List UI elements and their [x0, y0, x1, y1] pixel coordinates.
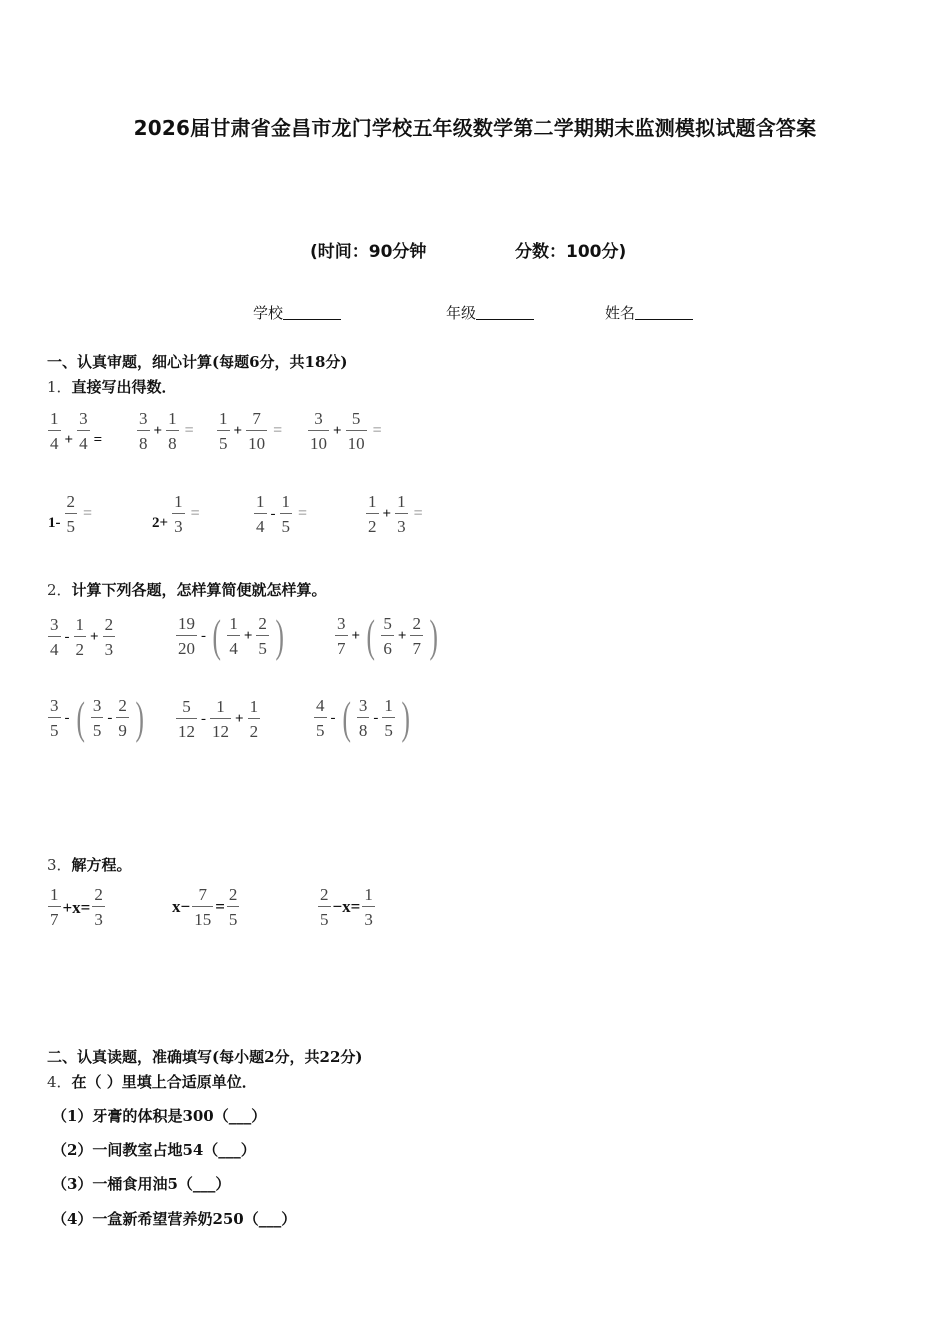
- parenthesis: ): [429, 610, 438, 661]
- section-2-heading: 二、认真读题，准确填写(每小题2分，共22分): [47, 1048, 363, 1066]
- denominator: 2: [249, 722, 259, 741]
- math-operator: -: [201, 627, 206, 644]
- question-1: [47, 376, 177, 397]
- simplify-calc-4: [46, 692, 148, 743]
- math-operator: -: [107, 709, 113, 726]
- fraction: [280, 493, 293, 535]
- numerator: 1: [229, 614, 238, 633]
- numerator: 2: [320, 885, 329, 904]
- parenthesis: (: [212, 610, 221, 661]
- numerator: 3: [79, 409, 88, 428]
- denominator: 12: [212, 722, 229, 741]
- denominator: 7: [412, 639, 421, 658]
- fraction: [357, 697, 370, 739]
- numerator: 1: [368, 492, 377, 511]
- denominator: 5: [258, 639, 267, 658]
- math-operator: -: [270, 505, 276, 522]
- denominator: 8: [139, 434, 148, 453]
- math-operator: −x=: [332, 897, 361, 916]
- parenthesis: ): [401, 692, 410, 743]
- math-operator: +: [333, 422, 342, 439]
- math-operator: =: [413, 505, 423, 522]
- math-operator: =: [184, 422, 194, 439]
- school-field[interactable]: [253, 302, 341, 323]
- parenthesis: (: [366, 610, 375, 661]
- math-operator: =: [372, 422, 382, 439]
- fraction: [103, 616, 116, 658]
- denominator: 5: [228, 910, 238, 929]
- fill-item-4[interactable]: （4）一盒新希望营养奶250（___）: [52, 1210, 297, 1228]
- simplify-calc-3: [333, 610, 442, 661]
- direct-calc-6: [150, 493, 200, 535]
- math-operator: 1-: [48, 514, 61, 531]
- denominator: 3: [364, 910, 373, 929]
- fraction: [254, 493, 267, 535]
- denominator: 4: [229, 639, 238, 658]
- fraction: [382, 697, 395, 739]
- numerator: 3: [139, 409, 148, 428]
- numerator: 3: [337, 614, 346, 633]
- direct-calc-1: [46, 410, 104, 452]
- denominator: 10: [347, 434, 365, 453]
- fraction: [335, 615, 348, 657]
- grade-blank[interactable]: [476, 305, 534, 320]
- math-operator: +: [397, 627, 407, 644]
- denominator: 2: [75, 640, 84, 659]
- school-label: 学校: [253, 304, 284, 322]
- direct-calc-2: [135, 410, 194, 452]
- parenthesis: ): [135, 692, 144, 743]
- numerator: 2: [104, 615, 114, 634]
- math-operator: -: [330, 709, 336, 726]
- denominator: 4: [50, 434, 59, 453]
- question-3: 3．解方程。: [47, 856, 132, 874]
- fraction: [210, 698, 231, 740]
- equation-3: [316, 886, 377, 928]
- numerator: 1: [50, 409, 59, 428]
- fraction: [48, 616, 61, 658]
- fill-item-1[interactable]: （1）牙膏的体积是300（___）: [52, 1107, 267, 1125]
- numerator: 3: [358, 696, 368, 715]
- denominator: 10: [310, 434, 327, 453]
- numerator: 1: [384, 696, 393, 715]
- simplify-calc-6: [312, 692, 414, 743]
- simplify-calc-1: [46, 616, 117, 658]
- numerator: 19: [178, 614, 195, 633]
- denominator: 4: [79, 434, 88, 453]
- fraction: [217, 410, 230, 452]
- denominator: 5: [219, 434, 228, 453]
- numerator: 3: [50, 696, 59, 715]
- name-field[interactable]: [605, 302, 693, 323]
- denominator: 5: [316, 721, 325, 740]
- math-operator: -: [64, 628, 70, 645]
- denominator: 7: [337, 639, 346, 658]
- fraction: [246, 410, 267, 452]
- question-2: 2．计算下列各题，怎样算简便就怎样算。: [47, 581, 327, 599]
- numerator: 1: [256, 492, 265, 511]
- fraction: [74, 616, 87, 658]
- question-number: 1．: [47, 378, 72, 396]
- grade-field[interactable]: [446, 302, 534, 323]
- numerator: 1: [174, 492, 183, 511]
- math-operator: +: [243, 627, 253, 644]
- direct-calc-8: [364, 493, 423, 535]
- denominator: 5: [92, 721, 102, 740]
- fraction: [77, 410, 90, 452]
- equation-1: [46, 886, 107, 928]
- numerator: 2: [228, 885, 238, 904]
- denominator: 10: [248, 434, 266, 453]
- fraction: [362, 886, 375, 928]
- simplify-calc-5: [174, 698, 262, 740]
- fraction: [166, 410, 179, 452]
- numerator: 7: [252, 409, 261, 428]
- fraction: [318, 886, 331, 928]
- document-title: 2026届甘肃省金昌市龙门学校五年级数学第二学期期末监测模拟试题含答案: [133, 116, 817, 140]
- numerator: 5: [351, 409, 361, 428]
- fraction: [395, 493, 408, 535]
- math-operator: -: [201, 710, 206, 727]
- fraction: [91, 697, 104, 739]
- fill-item-2[interactable]: （2）一间教室占地54（___）: [52, 1141, 256, 1159]
- math-operator: =: [190, 505, 200, 522]
- math-operator: =: [215, 897, 225, 916]
- denominator: 12: [178, 722, 195, 741]
- parenthesis: (: [341, 692, 351, 743]
- fraction: [192, 886, 213, 928]
- fraction: [248, 698, 261, 740]
- denominator: 3: [174, 517, 183, 536]
- fraction: [65, 493, 78, 535]
- denominator: 5: [281, 517, 290, 536]
- denominator: 7: [50, 910, 59, 929]
- denominator: 3: [104, 640, 114, 659]
- direct-calc-7: [252, 493, 307, 535]
- denominator: 2: [368, 517, 377, 536]
- math-operator: +: [233, 422, 243, 439]
- denominator: 5: [384, 721, 393, 740]
- numerator: 3: [92, 696, 102, 715]
- numerator: 1: [168, 409, 177, 428]
- denominator: 15: [194, 910, 212, 929]
- denominator: 5: [66, 517, 75, 536]
- math-operator: +: [235, 710, 244, 727]
- numerator: 5: [383, 614, 392, 633]
- fraction: [346, 410, 367, 452]
- numerator: 2: [94, 885, 103, 904]
- numerator: 2: [258, 614, 267, 633]
- fraction: [116, 697, 129, 739]
- fraction: [227, 886, 240, 928]
- fraction: [172, 493, 185, 535]
- numerator: 5: [182, 697, 191, 716]
- denominator: 6: [383, 639, 392, 658]
- fraction: [308, 410, 329, 452]
- numerator: 1: [364, 885, 373, 904]
- numerator: 1: [249, 697, 259, 716]
- numerator: 7: [198, 885, 207, 904]
- numerator: 2: [66, 492, 75, 511]
- exam-time: (时间：90分钟: [310, 242, 427, 262]
- fraction: [92, 886, 105, 928]
- math-operator: 2+: [152, 514, 169, 531]
- math-operator: +: [64, 431, 74, 448]
- numerator: 2: [118, 696, 127, 715]
- direct-calc-4: [306, 410, 382, 452]
- denominator: 8: [358, 721, 368, 740]
- denominator: 3: [397, 517, 406, 536]
- question-4: 4．在（ ）里填上合适原单位．: [47, 1073, 257, 1091]
- section-1-heading: 一、认真审题，细心计算(每题6分，共18分): [47, 353, 348, 371]
- numerator: 3: [50, 615, 59, 634]
- fraction: [176, 698, 197, 740]
- fraction: [48, 697, 61, 739]
- fraction: [137, 410, 150, 452]
- denominator: 4: [50, 640, 59, 659]
- numerator: 1: [219, 409, 228, 428]
- name-blank[interactable]: [635, 305, 693, 320]
- direct-calc-5: [46, 493, 92, 535]
- denominator: 20: [178, 639, 195, 658]
- numerator: 4: [316, 696, 325, 715]
- math-operator: =: [298, 505, 308, 522]
- denominator: 3: [94, 910, 103, 929]
- math-operator: =: [93, 431, 103, 448]
- fraction: [176, 615, 197, 657]
- numerator: 1: [50, 885, 59, 904]
- math-operator: +: [153, 422, 163, 439]
- name-label: 姓名: [605, 304, 636, 322]
- fraction: [410, 615, 423, 657]
- fraction: [381, 615, 394, 657]
- parenthesis: ): [275, 610, 284, 661]
- math-operator: +: [90, 628, 99, 645]
- math-operator: =: [83, 505, 93, 522]
- fraction: [314, 697, 327, 739]
- denominator: 5: [50, 721, 59, 740]
- grade-label: 年级: [446, 304, 477, 322]
- exam-score: 分数：100分): [515, 242, 627, 262]
- math-operator: x−: [172, 897, 191, 916]
- direct-calc-3: [215, 410, 282, 452]
- numerator: 2: [412, 614, 421, 633]
- math-operator: +x=: [62, 898, 91, 917]
- numerator: 1: [75, 615, 84, 634]
- fraction: [256, 615, 269, 657]
- fraction: [227, 615, 240, 657]
- math-operator: +: [382, 505, 392, 522]
- simplify-calc-2: [174, 610, 288, 661]
- math-operator: +: [351, 627, 361, 644]
- numerator: 1: [397, 492, 406, 511]
- fill-item-3[interactable]: （3）一桶食用油5（___）: [52, 1175, 231, 1193]
- denominator: 5: [320, 910, 329, 929]
- math-operator: -: [64, 709, 70, 726]
- math-operator: =: [273, 422, 283, 439]
- fraction: [48, 886, 61, 928]
- question-text: 直接写出得数．: [71, 378, 177, 396]
- equation-2: [172, 886, 241, 928]
- math-operator: -: [373, 709, 379, 726]
- school-blank[interactable]: [283, 305, 341, 320]
- numerator: 1: [216, 697, 225, 716]
- numerator: 3: [314, 409, 323, 428]
- denominator: 8: [168, 434, 177, 453]
- fraction: [48, 410, 61, 452]
- denominator: 9: [118, 721, 127, 740]
- denominator: 4: [256, 517, 265, 536]
- numerator: 1: [281, 492, 290, 511]
- fraction: [366, 493, 379, 535]
- parenthesis: (: [75, 692, 85, 743]
